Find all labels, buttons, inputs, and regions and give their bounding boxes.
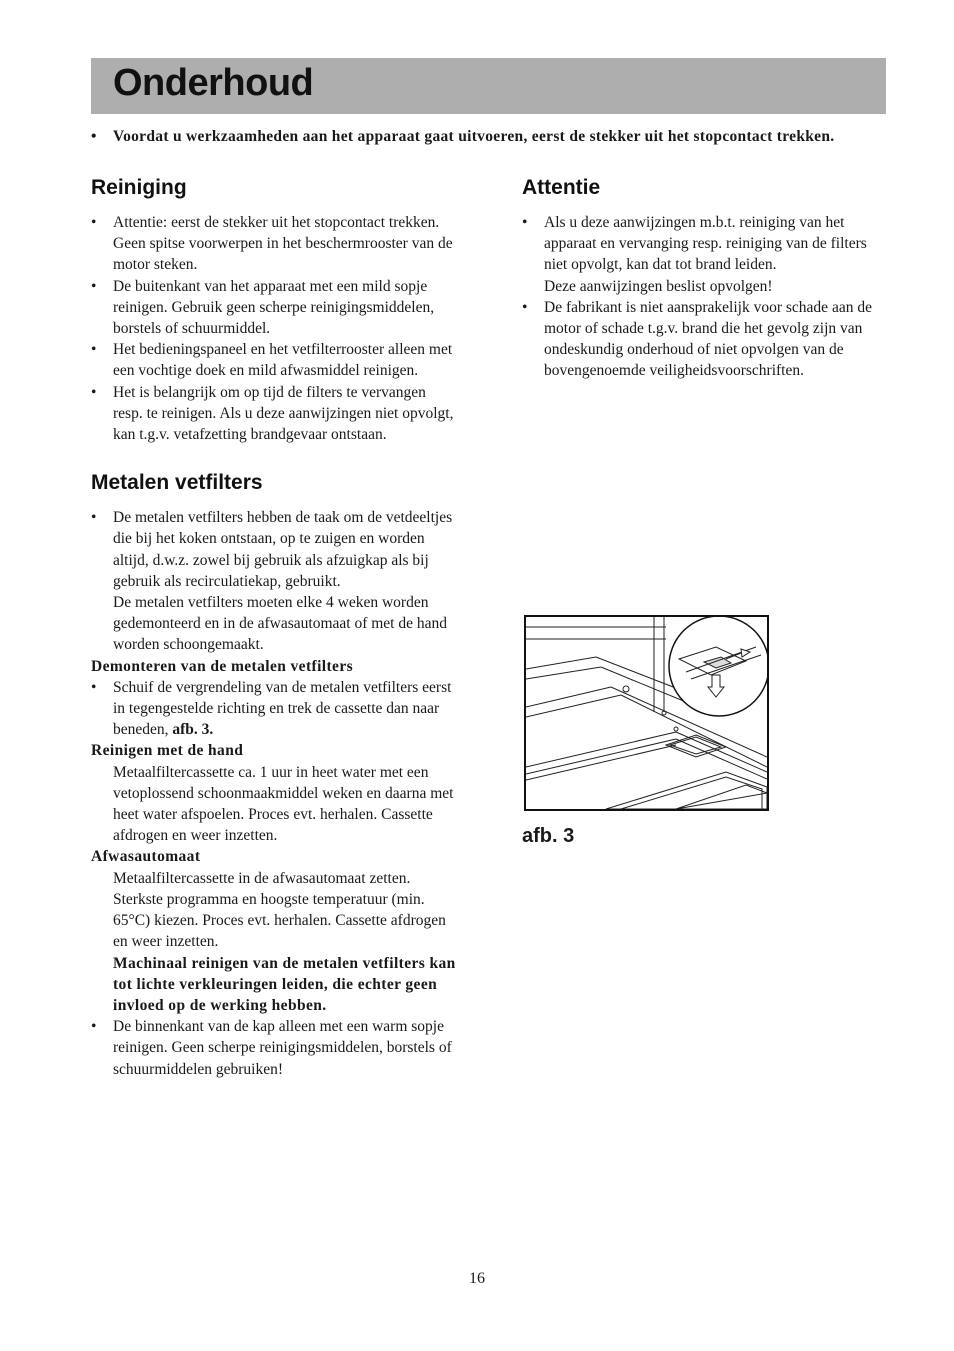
figure-reference: afb. 3. <box>172 721 214 739</box>
afwas-text: Metaalfiltercassette in de afwasautomaat zetten. Sterkste programma en hoogste temperatuur (min. 65°C) kiezen. Proces evt. herhalen. Cassette afdrogen en weer inzetten. <box>113 869 446 951</box>
attentie-list <box>522 212 887 382</box>
bullet: • <box>91 128 97 145</box>
title-bar <box>91 58 886 114</box>
warning-notice <box>91 126 866 147</box>
filter-illustration <box>524 615 769 811</box>
list-item: • Schuif de vergrendeling van de metalen vetfilters eerst in tegengestelde richting en trek de cassette dan naar beneden, afb. 3. <box>91 678 452 739</box>
afwas-warning: Machinaal reinigen van de metalen vetfilters kan tot lichte verkleuringen leiden, die echter geen invloed op de werking hebben. <box>113 954 456 1014</box>
metalen-list <box>91 507 459 655</box>
binnenkant-list <box>91 1016 459 1080</box>
subheading-afwasautomaat: Afwasautomaat <box>91 848 201 866</box>
demonteren-list <box>91 677 459 741</box>
list-item: • Attentie: eerst de stekker uit het stopcontact trekken. Geen spitse voorwerpen in het beschermrooster van de motor steken. <box>91 214 453 274</box>
reiniging-list <box>91 212 459 445</box>
heading-attentie: Attentie <box>522 176 601 199</box>
list-item: • Het bedieningspaneel en het vetfilterrooster alleen met een vochtige doek en mild afwasmiddel reinigen. <box>91 341 453 380</box>
list-item: • Als u deze aanwijzingen m.b.t. reiniging van het apparaat en vervanging resp. reiniging van de filters niet opvolgt, kan dat tot brand leiden. Deze aanwijzingen beslist opvolgen! <box>522 214 867 295</box>
heading-metalen-vetfilters: Metalen vetfilters <box>91 471 263 495</box>
right-column <box>522 176 887 382</box>
list-item: • De metalen vetfilters hebben de taak om de vetdeeltjes die bij het koken ontstaan, op te zuigen en worden altijd, d.w.z. zowel bij gebruik als afzuigkap als bij gebruik als recirculatiekap, gebruikt. De metalen vetfilters moeten elke 4 weken worden gedemonteerd en in de afwasautomaat of met de hand worden schoongemaakt. <box>91 509 453 654</box>
page-title: Onderhoud <box>113 62 314 104</box>
list-item: • De fabrikant is niet aansprakelijk voor schade aan de motor of schade t.g.v. brand die het gevolg zijn van ondeskundig onderhoud of niet opvolgen van de bovengenoemde veiligheidsvoorschriften. <box>522 298 872 380</box>
subheading-demonteren: Demonteren van de metalen vetfilters <box>91 657 354 675</box>
list-item: • Het is belangrijk om op tijd de filters te vervangen resp. te reinigen. Als u deze aanwijzingen niet opvolgt, kan t.g.v. vetafzetting brandgevaar ontstaan. <box>91 383 454 444</box>
list-item: • De buitenkant van het apparaat met een mild sopje reinigen. Gebruik geen scherpe reinigingsmiddelen, borstels of schuurmiddel. <box>91 277 435 338</box>
figure-caption: afb. 3 <box>522 825 575 847</box>
heading-reiniging: Reiniging <box>91 176 187 199</box>
left-column <box>91 176 459 1080</box>
warning-text: Voordat u werkzaamheden aan het apparaat gaat uitvoeren, eerst de stekker uit het stopcontact trekken. <box>113 128 835 145</box>
filter-drawing-icon <box>526 617 767 809</box>
list-item: • De binnenkant van de kap alleen met een warm sopje reinigen. Geen scherpe reinigingsmiddelen, borstels of schuurmiddelen gebruiken! <box>91 1018 452 1078</box>
page-number: 16 <box>469 1270 485 1287</box>
subheading-reinigen-hand: Reinigen met de hand <box>91 742 244 760</box>
hand-text: Metaalfiltercassette ca. 1 uur in heet water met een vetoplossend schoonmaakmiddel weken en daarna met heet water afspoelen. Proces evt. herhalen. Cassette afdrogen en weer inzetten. <box>113 763 454 845</box>
